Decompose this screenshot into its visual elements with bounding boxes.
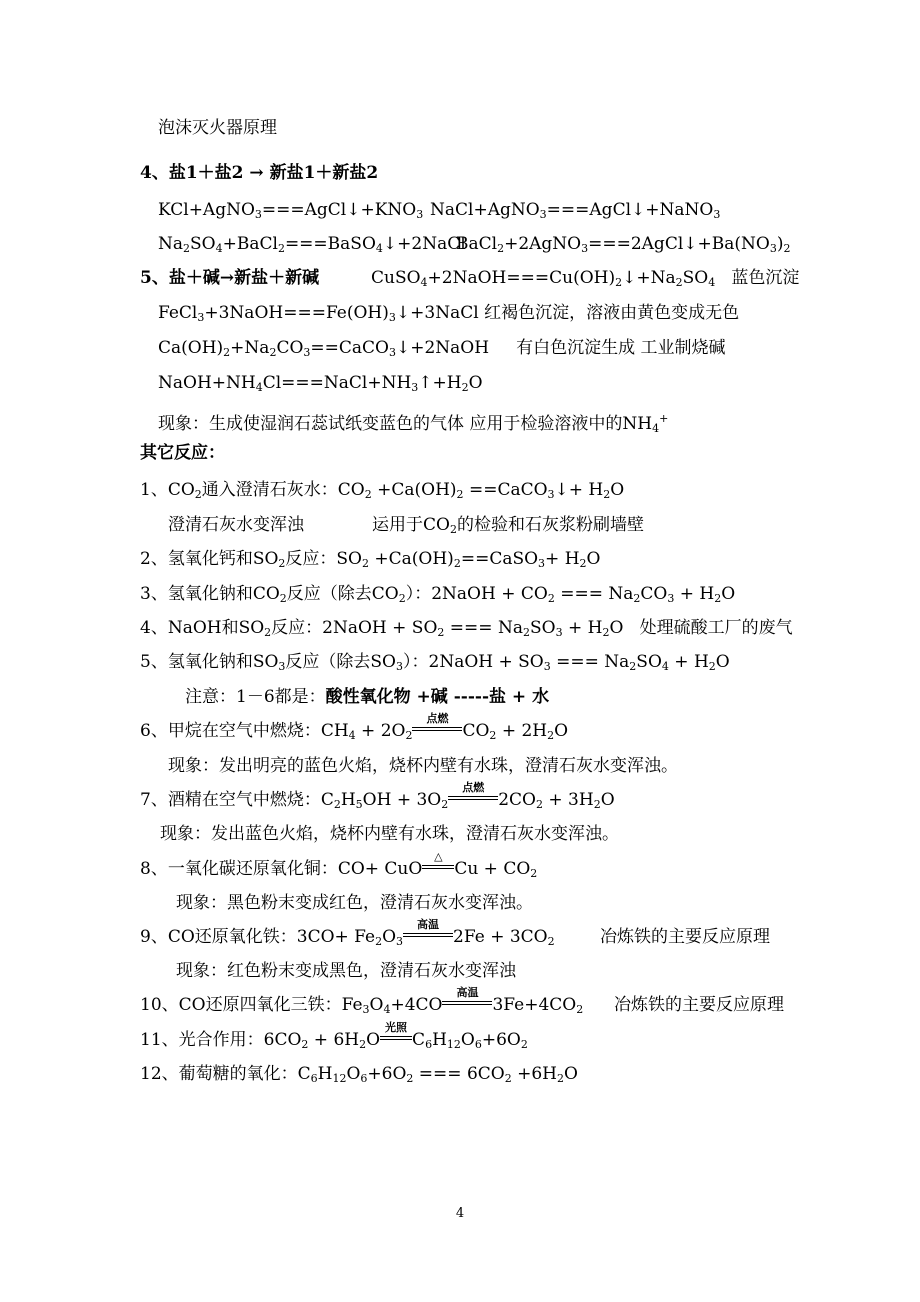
condition-light-11: 光照 xyxy=(380,1029,412,1051)
eq-cuso4-naoh: $CuSO_4+2NaOH===Cu(OH)_2↓+Na_2SO_4$ 蓝色沉淀 xyxy=(371,268,800,289)
eq-kcl-agno3: $KCl+AgNO_3===AgCl↓+KNO_3$ xyxy=(158,200,424,221)
eq-na2so4-bacl2: $Na_2SO_4+BaCl_2===BaSO_4↓+2NaCl$ xyxy=(158,234,466,255)
obs-7: 现象：发出蓝色火焰，烧杯内壁有水珠，澄清石灰水变浑浊。 xyxy=(160,824,619,844)
condition-ignite-6: 点燃 xyxy=(412,720,462,742)
eq-naoh-nh4cl: $NaOH+NH_4Cl===NaCl+NH_3↑+H_2O$ xyxy=(158,373,483,394)
heading-other-reactions: 其它反应： xyxy=(140,443,225,463)
condition-hightemp-9: 高温 xyxy=(403,926,453,948)
note-acidic-oxide: 注意：1－6都是：酸性氧化物 +碱 -----盐 + 水 xyxy=(185,687,550,707)
obs-9: 现象：红色粉末变成黑色，澄清石灰水变浑浊 xyxy=(176,961,516,981)
eq-8: 8、一氧化碳还原氧化铜：CO+ CuO △ $Cu + CO_2$ xyxy=(140,850,538,880)
condition-ignite-7: 点燃 xyxy=(448,789,498,811)
note-1: 澄清石灰水变浑浊 xyxy=(168,515,304,535)
eq-9: 9、CO还原氧化铁：$3CO+ Fe_2O_3$ 高温 $2Fe + 3CO_2$ xyxy=(140,918,555,948)
note-9: 冶炼铁的主要反应原理 xyxy=(600,927,770,947)
obs-6: 现象：发出明亮的蓝色火焰，烧杯内壁有水珠，澄清石灰水变浑浊。 xyxy=(168,756,678,776)
page-number: 4 xyxy=(455,1206,465,1221)
eq-2: 2、氢氧化钙和$SO_2$反应：$SO_2$ $+Ca(OH)_2==CaSO_3+ H_2O$ xyxy=(140,549,601,570)
text-foam-extinguisher: 泡沫灭火器原理 xyxy=(158,118,277,138)
eq-12: 12、葡萄糖的氧化：$C_6H_{12}O_6+6O_2$ === $6CO_2 +6H_2O$ xyxy=(140,1064,578,1085)
text-nh4-observation: 现象：生成使湿润石蕊试纸变蓝色的气体 应用于检验溶液中的$NH_4^+$ xyxy=(158,412,669,435)
eq-1: 1、$CO_2$通入澄清石灰水：$CO_2 +Ca(OH)_2$ ==CaCO$_3$↓+ $H_2O$ xyxy=(140,480,625,501)
note-10: 冶炼铁的主要反应原理 xyxy=(614,995,784,1015)
eq-caoh2-na2co3: $Ca(OH)_2+Na_2CO_3==CaCO_3↓+2NaOH$ 有白色沉淀生成 工业制烧碱 xyxy=(158,338,726,359)
heading-salt-base: 5、盐＋碱→新盐＋新碱 xyxy=(140,268,320,288)
eq-7: 7、酒精在空气中燃烧：$C_2H_5OH + 3O_2$ 点燃 $2CO_2 + 3H_2O$ xyxy=(140,781,615,811)
eq-6: 6、甲烷在空气中燃烧：$CH_4 + 2O_2$ 点燃 $CO_2 + 2H_2O$ xyxy=(140,712,569,742)
note-1-use: 运用于$CO_2$的检验和石灰浆粉刷墙壁 xyxy=(372,515,644,536)
eq-fecl3-naoh: $FeCl_3+3NaOH===Fe(OH)_3↓+3NaCl$ 红褐色沉淀，溶液由黄色变成无色 xyxy=(158,303,740,324)
eq-nacl-agno3: NaCl+AgNO$_3$===AgCl↓+NaNO$_3$ xyxy=(430,200,721,221)
eq-4: 4、NaOH和$SO_2$反应：2NaOH + $SO_2$ === $Na_2SO_3 + H_2O$ 处理硫酸工厂的废气 xyxy=(140,618,793,639)
condition-heat-8: △ xyxy=(422,858,454,880)
eq-11: 11、光合作用：$6CO_2 + 6H_2O$ 光照 $C_6H_{12}O_6+6O_2$ xyxy=(140,1021,528,1051)
obs-8: 现象：黑色粉末变成红色，澄清石灰水变浑浊。 xyxy=(176,893,533,913)
eq-bacl2-agno3: $BaCl_2+2AgNO_3===2AgCl↓+Ba(NO_3)_2$ xyxy=(456,234,791,255)
eq-3: 3、氢氧化钠和$CO_2$反应（除去$CO_2$）：2NaOH + $CO_2$ === $Na_2CO_3 + H_2O$ xyxy=(140,584,736,605)
eq-10: 10、CO还原四氧化三铁：$Fe_3O_4+4CO$ 高温 $3Fe+4CO_2$ xyxy=(140,986,584,1016)
condition-hightemp-10: 高温 xyxy=(442,994,492,1016)
eq-5: 5、氢氧化钠和$SO_3$反应（除去$SO_3$）：2NaOH + $SO_3$ === $Na_2SO_4 + H_2O$ xyxy=(140,652,730,673)
heading-salt-salt: 4、盐1＋盐2 → 新盐1＋新盐2 xyxy=(140,163,379,183)
